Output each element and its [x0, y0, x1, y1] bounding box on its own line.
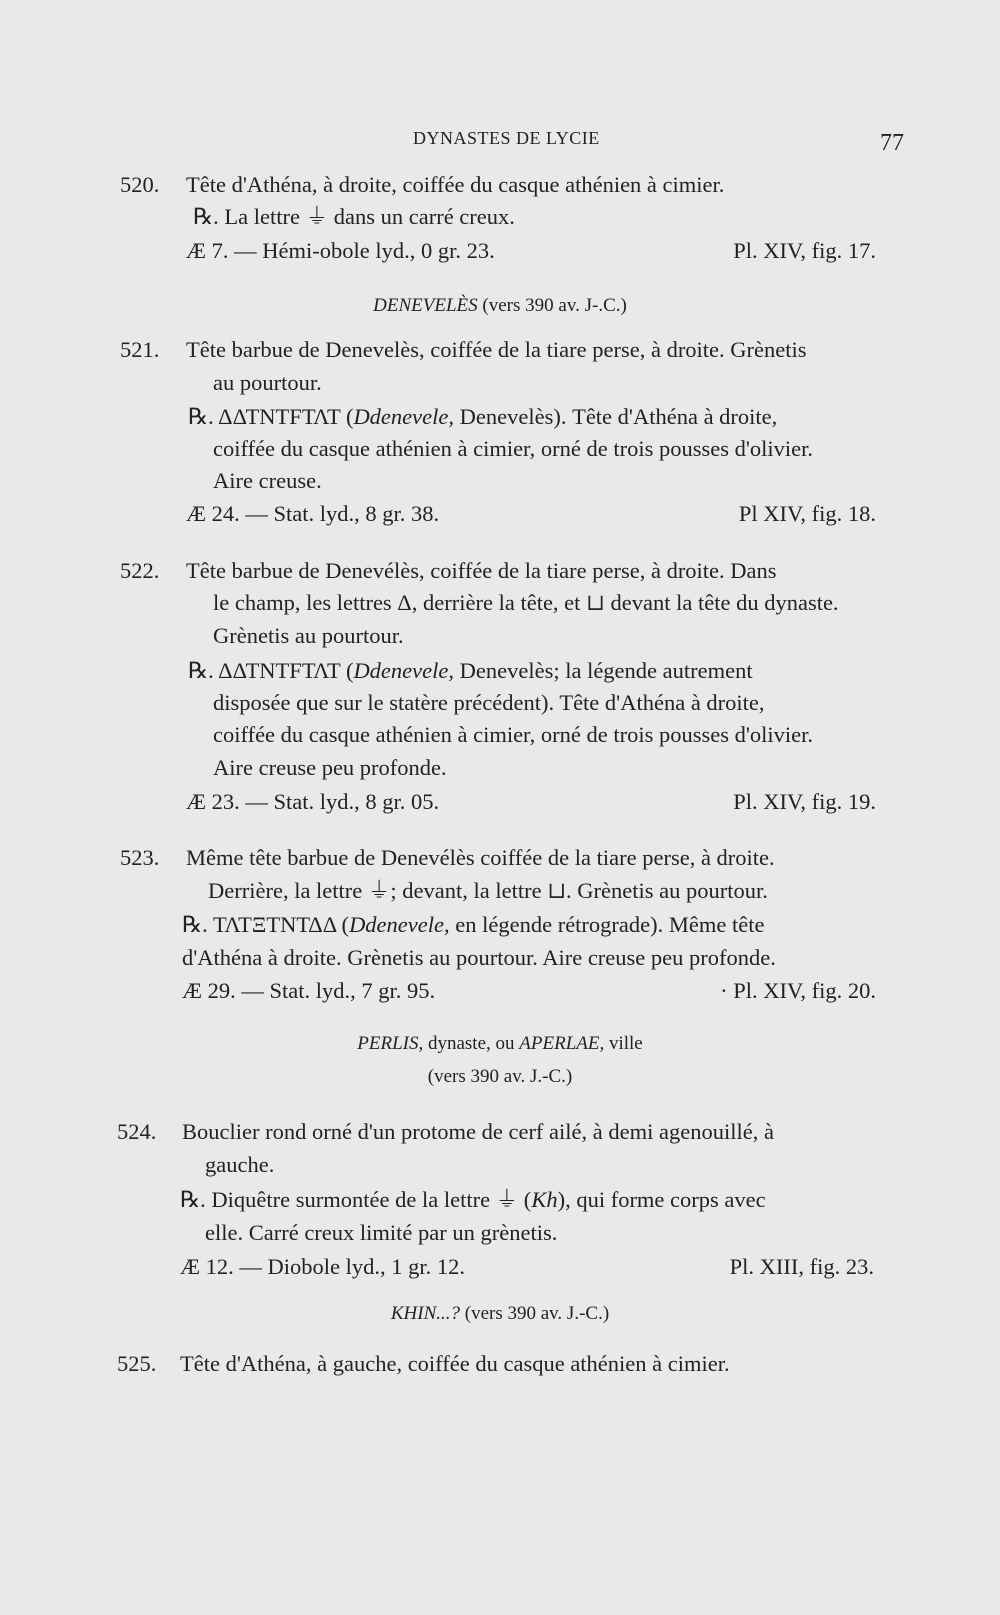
legend-text: ℞. ΔΔΤΝΤFΤΛΤ (: [188, 404, 354, 429]
legend-text: ℞. ΔΔΤΝΤFΤΛΤ (: [188, 658, 354, 683]
metrology: Æ 7. — Hémi-obole lyd., 0 gr. 23.: [186, 238, 495, 263]
entry-number: 522.: [120, 558, 160, 583]
section-heading-perlis: [0, 1030, 1000, 1058]
metrology-line: [182, 976, 876, 1006]
entry-line: disposée que sur le statère précédent). Tête d'Athéna à droite,: [213, 690, 765, 715]
plate-reference: Pl. XIII, fig. 23.: [729, 1254, 874, 1279]
entry-line: Bouclier rond orné d'un protome de cerf ailé, à demi agenouillé, à: [182, 1119, 774, 1144]
reverse-text: ℞. Diquêtre surmontée de la lettre ⏚ (: [180, 1187, 532, 1212]
metrology: Æ 12. — Diobole lyd., 1 gr. 12.: [180, 1254, 465, 1279]
entry-number: 521.: [120, 337, 160, 362]
reverse-text: en légende rétrograde). Même tête: [449, 912, 765, 937]
entry-line: Aire creuse peu profonde.: [213, 755, 447, 780]
entry-number: 525.: [117, 1351, 157, 1376]
section-date: (vers 390 av. J-.C.): [482, 295, 627, 316]
metrology-line: [186, 236, 876, 266]
section-text: ville: [604, 1033, 643, 1054]
entry-line: Tête barbue de Denevelès, coiffée de la tiare perse, à droite. Grènetis: [186, 337, 807, 362]
section-text: dynaste, ou: [423, 1033, 520, 1054]
entry-line: Aire creuse.: [213, 468, 322, 493]
section-date: (vers 390 av. J.-C.): [460, 1303, 610, 1324]
metrology: Æ 24. — Stat. lyd., 8 gr. 38.: [186, 501, 440, 526]
entry-line: coiffée du casque athénien à cimier, orné de trois pousses d'olivier.: [213, 722, 814, 747]
legend-transliteration: Ddenevele,: [349, 912, 450, 937]
reverse-text: Denevelès; la légende autrement: [454, 658, 753, 683]
entry-line: elle. Carré creux limité par un grènetis.: [205, 1220, 558, 1245]
entry-line: Même tête barbue de Denevélès coiffée de la tiare perse, à droite.: [186, 845, 775, 870]
letter-transliteration: Kh: [531, 1187, 558, 1212]
legend-transliteration: Ddenevele,: [353, 658, 454, 683]
entry-line: Tête barbue de Denevélès, coiffée de la tiare perse, à droite. Dans: [186, 558, 777, 583]
entry-line: Grènetis au pourtour.: [213, 623, 404, 648]
entry-line: au pourtour.: [213, 370, 322, 395]
entry-line: Tête d'Athéna, à droite, coiffée du casque athénien à cimier.: [186, 172, 725, 197]
entry-number: 524.: [117, 1119, 157, 1144]
plate-reference: Pl. XIV, fig. 19.: [733, 789, 876, 814]
entry-line: Tête d'Athéna, à gauche, coiffée du casque athénien à cimier.: [180, 1351, 730, 1376]
entry-line: d'Athéna à droite. Grènetis au pourtour. Aire creuse peu profonde.: [182, 945, 776, 970]
reverse-line: [182, 910, 764, 940]
legend-transliteration: Ddenevele,: [353, 404, 454, 429]
entry-line: coiffée du casque athénien à cimier, orné de trois pousses d'olivier.: [213, 436, 814, 461]
section-heading-khin: [0, 1300, 1000, 1328]
page-number: 77: [880, 130, 904, 156]
metrology: Æ 29. — Stat. lyd., 7 gr. 95.: [182, 978, 436, 1003]
running-head: DYNASTES DE LYCIE: [413, 128, 600, 148]
plate-reference: · Pl. XIV, fig. 20.: [720, 978, 876, 1003]
metrology-line: [186, 787, 876, 817]
reverse-text: ), qui forme corps avec: [557, 1187, 766, 1212]
plate-reference: Pl. XIV, fig. 17.: [733, 238, 876, 263]
metrology-line: [186, 499, 876, 529]
entry-line: gauche.: [205, 1152, 275, 1177]
dynast-name: KHIN...?: [390, 1303, 460, 1324]
legend-text: ℞. ΤΛΤΞΤΝΤΔΔ (: [182, 912, 350, 937]
dynast-name: DENEVELÈS: [373, 295, 478, 316]
metrology: Æ 23. — Stat. lyd., 8 gr. 05.: [186, 789, 440, 814]
section-heading-denevele: [0, 292, 1000, 320]
city-name: APERLAE,: [519, 1033, 605, 1054]
section-date: (vers 390 av. J.-C.): [427, 1066, 573, 1087]
reverse-line: [180, 1185, 766, 1215]
entry-number: 523.: [120, 845, 160, 870]
entry-line: le champ, les lettres Δ, derrière la tête, et ⊔ devant la tête du dynaste.: [213, 590, 839, 615]
metrology-line: [180, 1252, 874, 1282]
page-header: [0, 126, 1000, 160]
plate-reference: Pl XIV, fig. 18.: [738, 501, 876, 526]
entry-number: 520.: [120, 172, 160, 197]
dynast-name: PERLIS,: [357, 1033, 424, 1054]
reverse-line: [188, 402, 777, 432]
reverse-line: [188, 656, 753, 686]
reverse-text: Denevelès). Tête d'Athéna à droite,: [454, 404, 778, 429]
reverse-line: ℞. La lettre ⏚ dans un carré creux.: [193, 204, 515, 229]
entry-line: Derrière, la lettre ⏚; devant, la lettre ⊔. Grènetis au pourtour.: [208, 878, 768, 903]
